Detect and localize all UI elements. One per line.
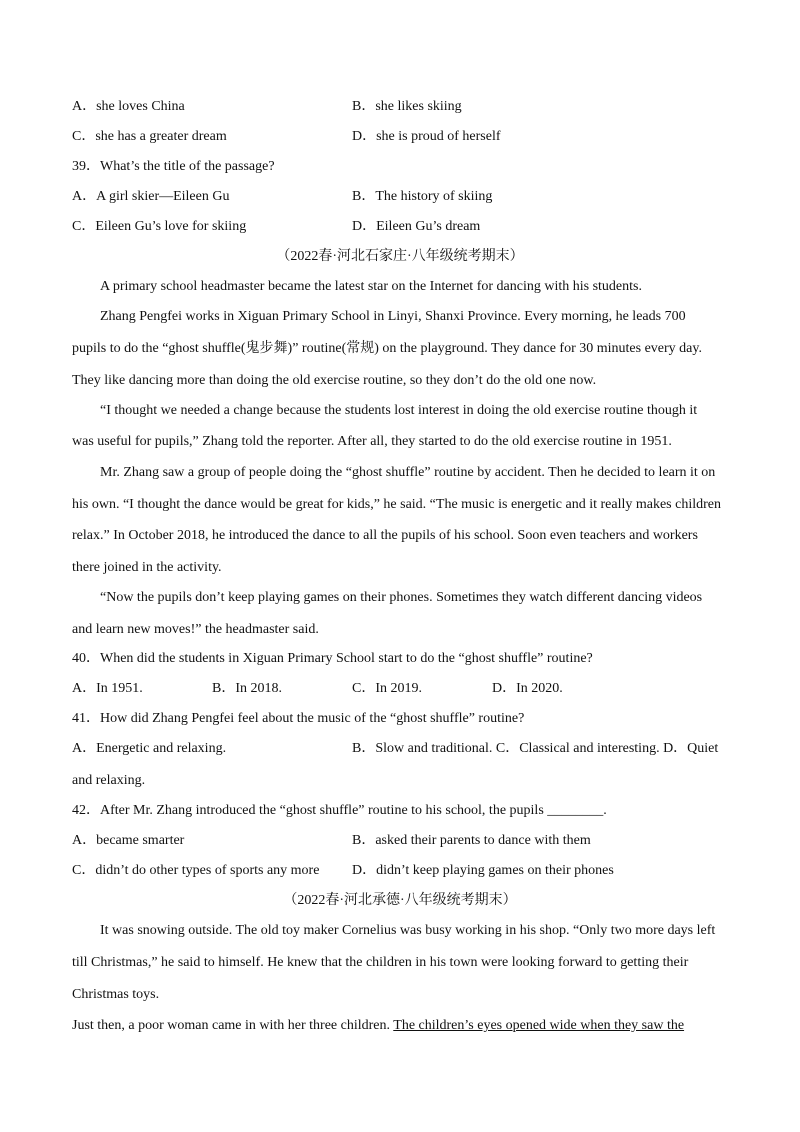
passage1-line: A primary school headmaster became the latest star on the Internet for dancing with his students. <box>100 279 642 294</box>
passage2-text: Just then, a poor woman came in with her three children. <box>72 1018 391 1033</box>
source-label-1: （2022春·河北石家庄·八年级统考期末） <box>276 249 524 264</box>
source-label-2: （2022春·河北承德·八年级统考期末） <box>283 893 517 908</box>
q41-question: 41．How did Zhang Pengfei feel about the music of the “ghost shuffle” routine? <box>72 711 525 726</box>
q39-option-a: A．A girl skier—Eileen Gu <box>72 189 230 204</box>
passage1-line: They like dancing more than doing the old exercise routine, so they don’t do the old one now. <box>72 373 597 388</box>
q38-option-b: B．she likes skiing <box>352 99 462 114</box>
passage1-line: was useful for pupils,” Zhang told the reporter. After all, they started to do the old exercise routine in 1951. <box>72 434 672 449</box>
q40-question: 40．When did the students in Xiguan Primary School start to do the “ghost shuffle” routine? <box>72 651 593 666</box>
q38-option-a: A．she loves China <box>72 99 185 114</box>
q41-option-a: A．Energetic and relaxing. <box>72 741 227 756</box>
passage2-line: It was snowing outside. The old toy maker Cornelius was busy working in his shop. “Only two more days left <box>100 923 716 938</box>
q39-option-b: B．The history of skiing <box>352 189 493 204</box>
q42-option-a: A．became smarter <box>72 833 185 848</box>
q42-question: 42．After Mr. Zhang introduced the “ghost shuffle” routine to his school, the pupils ________. <box>72 803 607 818</box>
q40-option-b: B．In 2018. <box>212 681 282 696</box>
passage1-line: Mr. Zhang saw a group of people doing the “ghost shuffle” routine by accident. Then he decided to learn it on <box>100 465 716 480</box>
passage2-line: till Christmas,” he said to himself. He knew that the children in his town were looking forward to getting their <box>72 955 689 970</box>
q38-option-c: C．she has a greater dream <box>72 129 227 144</box>
q40-option-d: D．In 2020. <box>492 681 563 696</box>
passage1-line: his own. “I thought the dance would be great for kids,” he said. “The music is energetic and it really makes children <box>72 497 721 512</box>
passage1-line: there joined in the activity. <box>72 560 222 575</box>
underlined-sentence: The children’s eyes opened wide when they saw the <box>393 1018 685 1033</box>
q42-option-c: C．didn’t do other types of sports any more <box>72 863 320 878</box>
q42-option-b: B．asked their parents to dance with them <box>352 833 591 848</box>
passage2-line: Christmas toys. <box>72 987 160 1002</box>
q40-option-c: C．In 2019. <box>352 681 422 696</box>
q38-option-d: D．she is proud of herself <box>352 129 501 144</box>
q41-option-continuation: and relaxing. <box>72 773 146 788</box>
passage1-line: pupils to do the “ghost shuffle(鬼步舞)” routine(常规) on the playground. They dance for 30 minutes every day. <box>72 341 702 356</box>
passage2-line <box>72 1017 684 1035</box>
passage1-line: “Now the pupils don’t keep playing games on their phones. Sometimes they watch different dancing videos <box>100 590 703 605</box>
passage1-line: relax.” In October 2018, he introduced the dance to all the pupils of his school. Soon even teachers and workers <box>72 528 698 543</box>
passage1-line: and learn new moves!” the headmaster said. <box>72 622 319 637</box>
q42-option-d: D．didn’t keep playing games on their phones <box>352 863 614 878</box>
q39-option-d: D．Eileen Gu’s dream <box>352 219 481 234</box>
q41-options-bcd: B．Slow and traditional. C．Classical and interesting. D．Quiet <box>352 741 719 756</box>
passage1-line: “I thought we needed a change because the students lost interest in doing the old exercise routine though it <box>100 403 698 418</box>
q40-option-a: A．In 1951. <box>72 681 143 696</box>
q39-question: 39．What’s the title of the passage? <box>72 159 275 174</box>
q39-option-c: C．Eileen Gu’s love for skiing <box>72 219 247 234</box>
passage1-line: Zhang Pengfei works in Xiguan Primary School in Linyi, Shanxi Province. Every morning, he leads 700 <box>100 309 686 324</box>
